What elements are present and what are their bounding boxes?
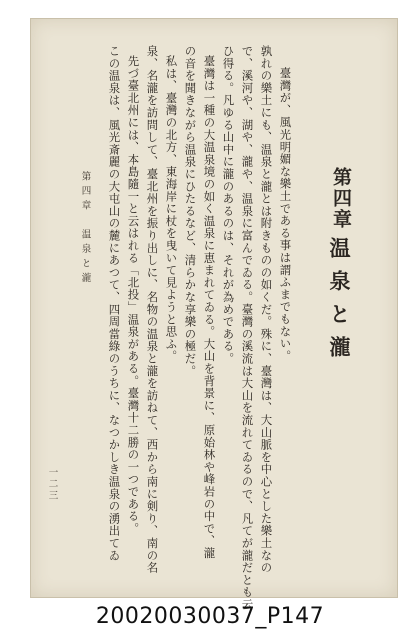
body-line: 先づ臺北州には、本島隨一と云はれる「北投」温泉がある。臺灣十二勝の一つである。	[126, 55, 141, 535]
chapter-title: 温泉と瀧	[327, 237, 352, 369]
book-page	[30, 18, 398, 611]
body-line: この温泉は、風光斎麗の大屯山の麓にあつて、四周當綠のうちに、なつかしき温泉の湧出てゐ	[107, 45, 122, 562]
body-line: 孰れの樂土にも、温泉と瀧とは附きものの如くだ。殊に、臺灣は、大山脈を中心とした樂土なの	[259, 45, 274, 574]
body-line: 泉、名瀧を訪問して、臺北州を振り出しに、名物の温泉と瀧を訪ねて、西から南に剣り、南の名	[145, 45, 160, 574]
running-head: 第四章 温泉と瀧	[79, 171, 91, 287]
body-line: ひ得る。凡ゆる山中に瀧のあるのは、それが為めである。	[221, 45, 236, 365]
body-line: の音を聞きながら温泉にひたるなど、清らかな享樂の極だ。	[183, 45, 198, 378]
body-line: 私は、臺灣の北方、東海岸に杖を曳いて見ようと思ふ。	[164, 55, 179, 363]
catalog-label: 20020030037_P147	[95, 604, 325, 629]
body-line: で、溪河や、湖や、瀧や、温泉に富んでゐる。臺灣の溪流は大山を流れてゐるので、凡てが瀧だとも云	[240, 45, 255, 611]
body-line: 臺灣が、風光明媚な樂土である事は謂ふまでもない。	[278, 67, 293, 363]
body-line: 臺灣は一種の大温泉境の如く温泉に恵まれてゐる。大山を背景に、原始林や峰岩の中で、瀧	[202, 55, 217, 560]
page-number: 一二三	[46, 467, 58, 502]
chapter-number: 第四章	[330, 167, 352, 230]
